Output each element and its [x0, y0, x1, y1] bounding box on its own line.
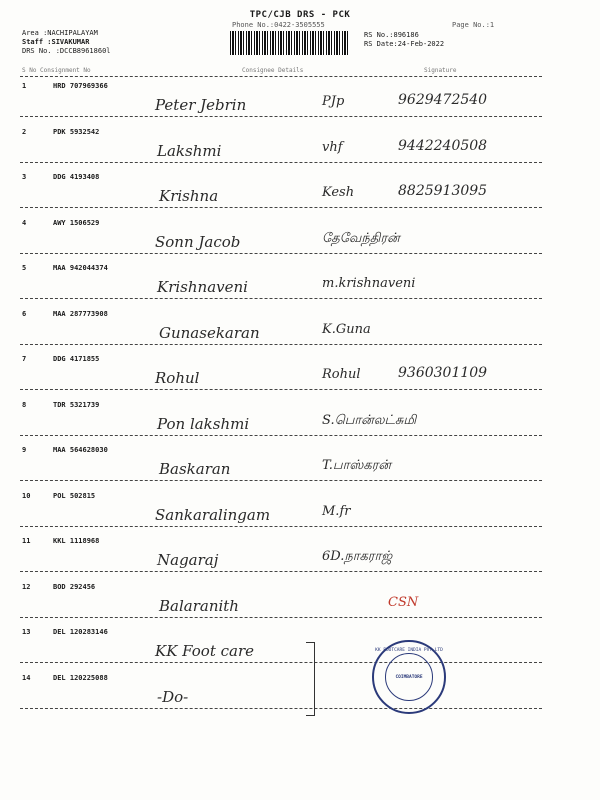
rs-date: RS Date:24-Feb-2022: [364, 40, 445, 48]
page-number: Page No.:1: [452, 21, 495, 29]
row-divider: [20, 617, 542, 618]
consignment-number: MAA 942044374: [53, 264, 108, 272]
row-number: 11: [22, 537, 31, 545]
row-divider: [20, 435, 542, 436]
header-divider: [20, 76, 542, 77]
phone-number: Phone No.:0422-3505555: [232, 21, 325, 29]
signature: தேவேந்திரன்: [322, 230, 400, 246]
row-number: 6: [22, 309, 27, 318]
consignee-name: Pon lakshmi: [157, 414, 250, 433]
page-title: TPC/CJB DRS - PCK: [249, 10, 351, 20]
signature: Kesh: [322, 185, 355, 200]
row-number: 10: [22, 491, 31, 500]
signature: Rohul: [322, 367, 361, 382]
row-number: 4: [22, 218, 27, 227]
signature: S.பொன்லட்சுமி: [322, 412, 417, 428]
staff-label: Staff :SIVAKUMAR: [22, 38, 90, 46]
row-divider: [20, 662, 542, 663]
consignment-number: DDG 4171855: [53, 355, 100, 363]
barcode-graphic: [230, 31, 350, 55]
consignment-number: KKL 1118968: [53, 537, 100, 545]
row-number: 7: [22, 355, 27, 363]
phone-number-handwritten: 9442240508: [398, 137, 488, 154]
row-divider: [20, 480, 542, 481]
row-number: 3: [22, 173, 27, 181]
phone-number-handwritten: 8825913095: [398, 183, 488, 199]
consignment-number: MAA 564628030: [53, 446, 108, 454]
stamp-center: [385, 653, 433, 701]
row-divider: [20, 116, 542, 117]
signature: T.பாஸ்கரன்: [322, 458, 391, 473]
row-number: 12: [22, 582, 31, 591]
signature: 6D.நாகராஜ்: [322, 549, 393, 564]
consignment-number: PDK 5932542: [53, 127, 100, 136]
consignee-name: Rohul: [155, 369, 200, 387]
stamp-ring-text: KK FOOTCARE INDIA PVT LTD: [375, 648, 443, 653]
row-divider: [20, 708, 542, 709]
drs-number: DRS No. :DCCB8961860l: [22, 47, 111, 55]
consignment-number: DEL 120225088: [53, 673, 108, 682]
phone-number-handwritten: 9629472540: [398, 92, 488, 108]
row-divider: [20, 389, 542, 390]
row-number: 5: [22, 264, 27, 272]
row-number: 2: [22, 127, 27, 136]
consignee-name: Krishna: [159, 187, 219, 205]
consignment-number: POL 502815: [53, 491, 96, 500]
consignment-number: AWY 1506529: [53, 218, 100, 227]
company-stamp: [372, 640, 446, 714]
column-header-signature: Signature: [424, 67, 457, 74]
signature: m.krishnaveni: [322, 276, 416, 291]
consignee-name: Lakshmi: [157, 141, 222, 160]
row-number: 1: [22, 82, 27, 90]
consignee-name: Sankaralingam: [155, 505, 271, 524]
row-divider: [20, 344, 542, 345]
column-header-details: Consignee Details: [242, 67, 304, 74]
signature: K.Guna: [322, 321, 371, 337]
row-number: 9: [22, 446, 27, 454]
consignee-name: Peter Jebrin: [155, 96, 247, 114]
signature: vhf: [322, 139, 343, 155]
consignment-number: DDG 4193408: [53, 173, 100, 181]
rs-number: RS No.:896186: [364, 31, 419, 39]
row-divider: [20, 207, 542, 208]
stamp-center-text: COIMBATORE: [395, 674, 423, 680]
consignment-number: MAA 287773908: [53, 309, 108, 318]
signature: PJp: [322, 94, 345, 109]
row-divider: [20, 298, 542, 299]
column-header-sno: S No Consignment No: [22, 67, 91, 74]
row-divider: [20, 253, 542, 254]
consignee-name: KK Foot care: [155, 642, 255, 660]
consignee-name: Nagaraj: [157, 551, 219, 569]
consignment-number: BOD 292456: [53, 582, 96, 591]
phone-number-handwritten: 9360301109: [398, 365, 488, 381]
consignee-name: Sonn Jacob: [155, 232, 241, 251]
row-divider: [20, 162, 542, 163]
signature: M.fr: [322, 503, 351, 519]
row-divider: [20, 571, 542, 572]
row-number: 8: [22, 400, 27, 409]
consignee-name: Krishnaveni: [157, 278, 248, 296]
consignment-number: TDR 5321739: [53, 400, 100, 409]
row-number: 14: [22, 673, 31, 682]
consignee-name: -Do-: [157, 687, 189, 706]
consignee-name: Gunasekaran: [159, 323, 260, 342]
consignment-number: DEL 120283146: [53, 628, 108, 636]
area-label: Area :NACHIPALAYAM: [22, 29, 98, 37]
row-number: 13: [22, 628, 31, 636]
signature: CSN: [388, 594, 419, 610]
consignment-number: HRD 707969366: [53, 82, 108, 90]
consignee-name: Baskaran: [159, 460, 231, 478]
consignee-name: Balaranith: [159, 596, 239, 615]
row-divider: [20, 526, 542, 527]
bracket: [306, 642, 315, 716]
